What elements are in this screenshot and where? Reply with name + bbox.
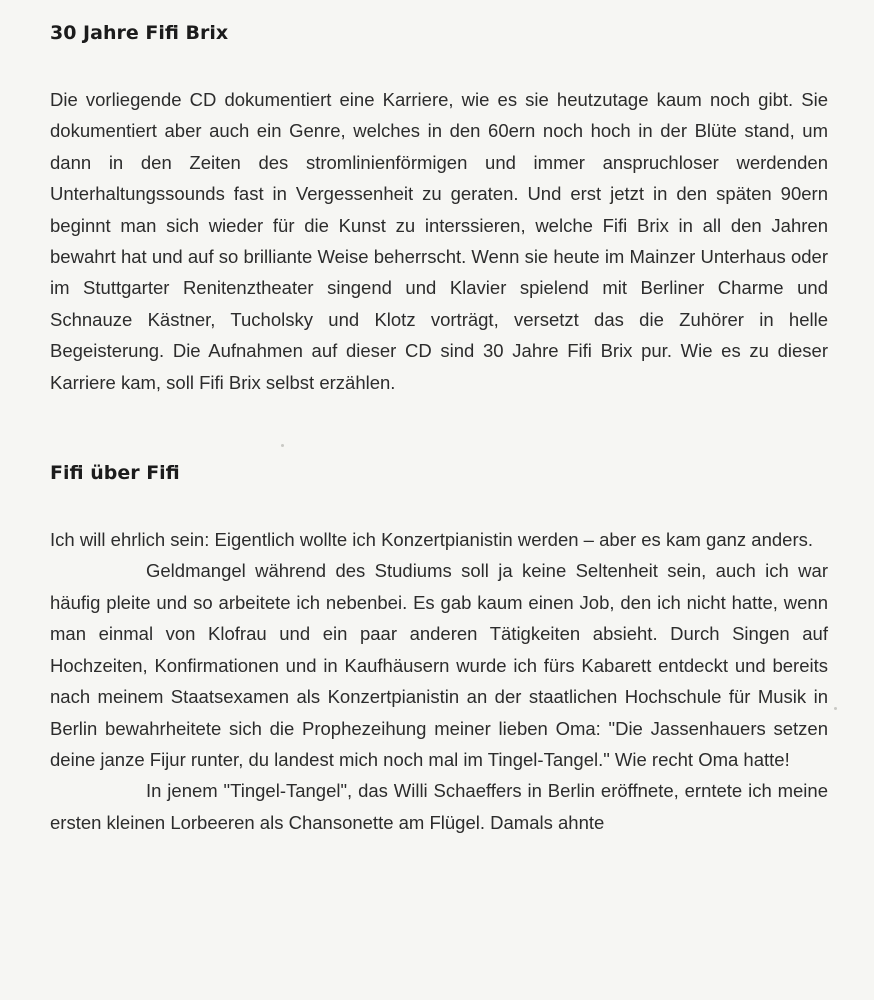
story-paragraph: In jenem "Tingel-Tangel", das Willi Schaeffers in Berlin eröffnete, erntete ich meine ersten kleinen Lorbeeren als Chansonette am Flügel. Damals ahnte <box>50 780 828 833</box>
intro-paragraph: Die vorliegende CD dokumentiert eine Karriere, wie es sie heutzutage kaum noch gibt. Sie dokumentiert aber auch ein Genre, welches in den 60ern noch hoch in der Blüte stand, um dann in den Zeiten des stromlinienförmigen und immer anspruchloser werdenden Unterhaltungssounds fast in Vergessenheit zu geraten. Und erst jetzt in den späten 90ern beginnt man sich wieder für die Kunst zu interssieren, welche Fifi Brix in all den Jahren bewahrt hat und auf so brilliante Weise beherrscht. Wenn sie heute im Mainzer Unterhaus oder im Stuttgarter Renitenztheater singend und Klavier spielend mit Berliner Charme und Schnauze Kästner, Tucholsky und Klotz vorträgt, versetzt das die Zuhörer in helle Begeisterung. Die Aufnahmen auf dieser CD sind 30 Jahre Fifi Brix pur. Wie es zu dieser Karriere kam, soll Fifi Brix selbst erzählen. <box>50 89 828 393</box>
story-paragraph: Ich will ehrlich sein: Eigentlich wollte ich Konzertpianistin werden – aber es kam ganz anders. <box>50 529 813 551</box>
section-title-30-jahre: 30 Jahre Fifi Brix <box>50 22 229 44</box>
section-title-fifi-ueber-fifi: Fifi über Fifi <box>50 462 180 485</box>
story-body <box>50 524 828 838</box>
paper-speck <box>834 707 837 710</box>
story-paragraph: Geldmangel während des Studiums soll ja keine Seltenheit sein, auch ich war häufig pleite und so arbeitete ich nebenbei. Es gab kaum einen Job, den ich nicht hatte, wenn man einmal von Klofrau und ein paar anderen Tätigkeiten absieht. Durch Singen auf Hochzeiten, Konfirmationen und in Kaufhäusern wurde ich fürs Kabarett entdeckt und bereits nach meinem Staatsexamen als Konzertpianistin an der staatlichen Hochschule für Musik in Berlin bewahrheitete sich die Prophezeihung meiner lieben Oma: "Die Jassenhauers setzen deine janze Fijur runter, du landest mich noch mal im Tingel-Tangel." Wie recht Oma hatte! <box>50 560 828 770</box>
paper-speck <box>281 444 284 447</box>
